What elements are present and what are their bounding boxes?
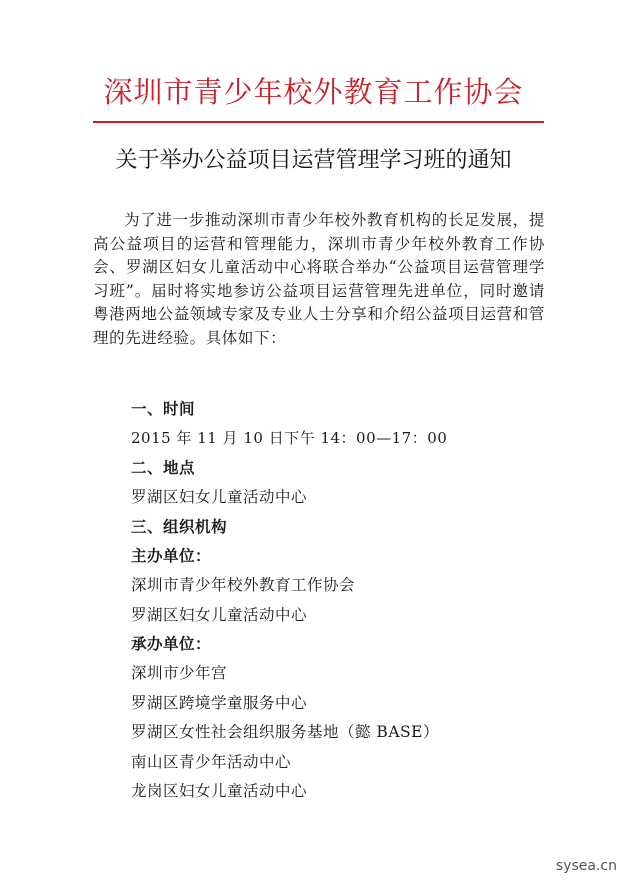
organizer-item: 南山区青少年活动中心 — [131, 753, 292, 771]
organizer-item: 罗湖区女性社会组织服务基地（懿 BASE） — [131, 723, 439, 741]
organizer-item: 罗湖区跨境学童服务中心 — [131, 694, 308, 712]
host-heading: 主办单位： — [131, 547, 212, 565]
section-time-value: 2015 年 11 月 10 日下午 14：00—17：00 — [131, 429, 448, 447]
organizer-item: 龙岗区妇女儿童活动中心 — [131, 782, 308, 800]
section-org-heading: 三、组织机构 — [131, 518, 228, 536]
section-time-heading: 一、时间 — [131, 400, 196, 418]
letterhead-divider — [93, 121, 544, 123]
site-watermark: sysea.cn — [555, 858, 617, 874]
section-place-heading: 二、地点 — [131, 459, 196, 477]
letterhead-title: 深圳市青少年校外教育工作协会 — [103, 75, 524, 109]
host-item: 罗湖区妇女儿童活动中心 — [131, 606, 308, 624]
host-item: 深圳市青少年校外教育工作协会 — [131, 576, 356, 594]
intro-paragraph: 为了进一步推动深圳市青少年校外教育机构的长足发展，提高公益项目的运营和管理能力，深圳市青少年校外教育工作协会、罗湖区妇女儿童活动中心将联合举办“公益项目运营管理学习班”。届时将实地参访公益项目运营管理先进单位，同时邀请粤港两地公益领域专家及专业人士分享和介绍公益项目运营和管理的先进经验。具体如下： — [93, 211, 545, 347]
organizer-item: 深圳市少年宫 — [131, 664, 228, 682]
organizer-heading: 承办单位： — [131, 635, 212, 653]
section-place-value: 罗湖区妇女儿童活动中心 — [131, 488, 308, 506]
document-title: 关于举办公益项目运营管理学习班的通知 — [115, 148, 512, 173]
